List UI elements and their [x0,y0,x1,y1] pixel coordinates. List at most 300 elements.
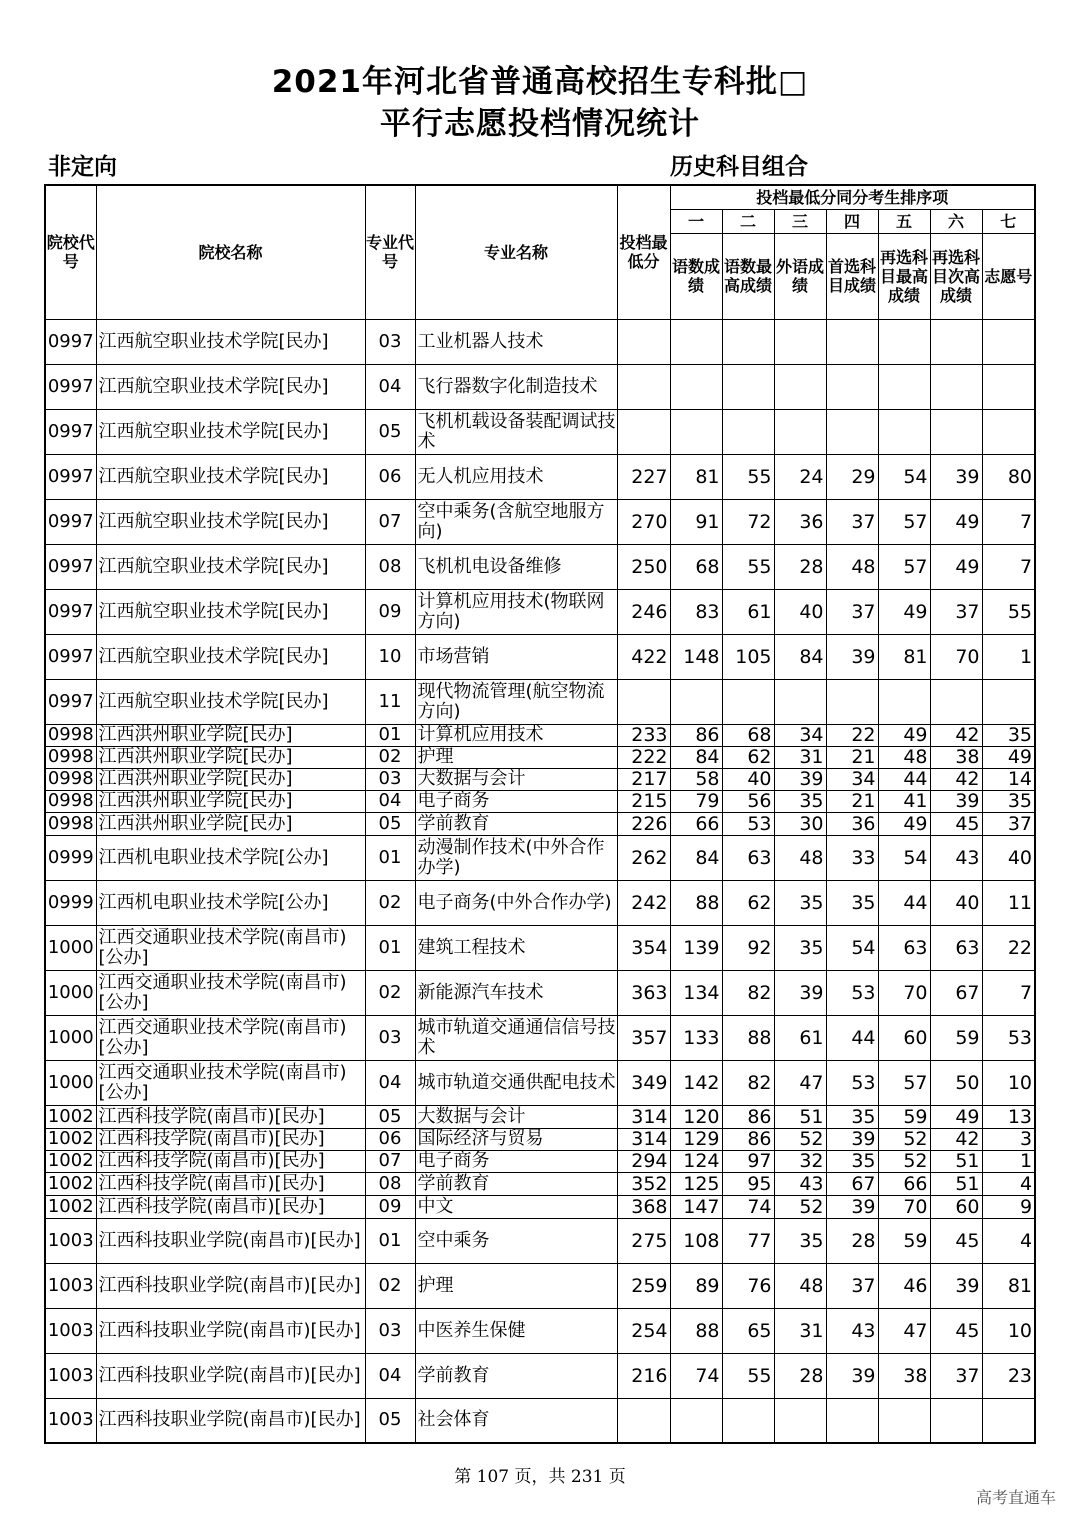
header-tiebreak-group: 投档最低分同分考生排序项 [670,185,1035,209]
tiebreak-cell [930,1398,982,1443]
school-code-cell: 1002 [45,1172,96,1195]
tiebreak-cell [670,364,722,409]
major-name-cell: 学前教育 [415,1353,617,1398]
tiebreak-cell: 120 [670,1105,722,1128]
school-code-cell: 1003 [45,1263,96,1308]
min-score-cell: 262 [617,835,670,880]
tiebreak-cell: 31 [774,1308,826,1353]
tiebreak-cell: 54 [878,835,930,880]
tiebreak-cell: 39 [826,634,878,679]
tiebreak-cell: 7 [982,544,1035,589]
tiebreak-cell: 108 [670,1218,722,1263]
tiebreak-cell: 54 [826,925,878,970]
tiebreak-cell: 52 [878,1128,930,1150]
tiebreak-cell: 63 [930,925,982,970]
tiebreak-cell: 51 [774,1105,826,1128]
tiebreak-cell: 58 [670,768,722,790]
tiebreak-cell: 70 [930,634,982,679]
school-code-cell: 1000 [45,970,96,1015]
major-name-cell: 飞行器数字化制造技术 [415,364,617,409]
major-name-cell: 国际经济与贸易 [415,1128,617,1150]
min-score-cell: 368 [617,1195,670,1218]
min-score-cell: 314 [617,1105,670,1128]
min-score-cell: 227 [617,454,670,499]
school-name-cell: 江西科技职业学院(南昌市)[民办] [96,1218,365,1263]
major-code-cell: 05 [365,409,415,454]
table-row [45,1105,1035,1128]
school-code-cell: 0997 [45,409,96,454]
header-major-code: 专业代号 [365,185,415,319]
tiebreak-cell: 9 [982,1195,1035,1218]
tiebreak-cell: 54 [878,454,930,499]
major-name-cell: 新能源汽车技术 [415,970,617,1015]
tiebreak-cell [826,364,878,409]
tiebreak-cell: 40 [722,768,774,790]
header-numeral: 三 [774,209,826,233]
header-numeral: 二 [722,209,774,233]
tiebreak-cell: 53 [826,1060,878,1105]
tiebreak-cell: 43 [774,1172,826,1195]
tiebreak-cell: 49 [878,724,930,746]
major-code-cell: 03 [365,319,415,364]
tiebreak-cell: 39 [930,790,982,812]
tiebreak-cell: 38 [878,1353,930,1398]
min-score-cell: 294 [617,1150,670,1172]
tiebreak-cell [982,409,1035,454]
tiebreak-cell: 35 [826,880,878,925]
major-code-cell: 03 [365,1015,415,1060]
tiebreak-cell: 66 [878,1172,930,1195]
tiebreak-cell: 52 [774,1128,826,1150]
tiebreak-cell: 35 [774,880,826,925]
tiebreak-cell: 79 [670,790,722,812]
tiebreak-cell: 40 [930,880,982,925]
table-row [45,925,1035,970]
major-code-cell: 02 [365,880,415,925]
major-code-cell: 08 [365,1172,415,1195]
tiebreak-cell: 39 [930,454,982,499]
major-name-cell: 城市轨道交通供配电技术 [415,1060,617,1105]
tiebreak-cell: 34 [774,724,826,746]
school-code-cell: 0998 [45,812,96,835]
tiebreak-cell [878,1398,930,1443]
tiebreak-cell: 133 [670,1015,722,1060]
tiebreak-cell: 49 [930,499,982,544]
min-score-cell [617,364,670,409]
tiebreak-cell: 68 [722,724,774,746]
tiebreak-cell [930,409,982,454]
tiebreak-cell: 63 [878,925,930,970]
tiebreak-cell: 45 [930,812,982,835]
table-row [45,1353,1035,1398]
major-name-cell: 中文 [415,1195,617,1218]
tiebreak-cell: 13 [982,1105,1035,1128]
school-name-cell: 江西洪州职业学院[民办] [96,768,365,790]
school-code-cell: 1003 [45,1353,96,1398]
tiebreak-cell: 35 [774,925,826,970]
table-row [45,1150,1035,1172]
major-name-cell: 大数据与会计 [415,1105,617,1128]
min-score-cell: 233 [617,724,670,746]
tiebreak-cell: 57 [878,499,930,544]
tiebreak-cell: 47 [878,1308,930,1353]
tiebreak-cell: 35 [982,790,1035,812]
tiebreak-cell: 84 [670,835,722,880]
table-row [45,1218,1035,1263]
tiebreak-cell: 124 [670,1150,722,1172]
major-code-cell: 04 [365,1060,415,1105]
tiebreak-cell: 70 [878,970,930,1015]
tiebreak-cell: 31 [774,746,826,768]
tiebreak-cell: 63 [722,835,774,880]
school-code-cell: 1003 [45,1398,96,1443]
tiebreak-cell: 61 [722,589,774,634]
tiebreak-cell: 95 [722,1172,774,1195]
tiebreak-cell: 55 [722,454,774,499]
major-code-cell: 01 [365,835,415,880]
tiebreak-cell: 44 [826,1015,878,1060]
tiebreak-cell: 44 [878,880,930,925]
header-tiebreak: 首选科目成绩 [826,233,878,319]
school-name-cell: 江西科技职业学院(南昌市)[民办] [96,1353,365,1398]
school-code-cell: 0997 [45,454,96,499]
major-code-cell: 06 [365,454,415,499]
tiebreak-cell: 56 [722,790,774,812]
tiebreak-cell: 53 [826,970,878,1015]
major-name-cell: 市场营销 [415,634,617,679]
school-name-cell: 江西洪州职业学院[民办] [96,812,365,835]
school-name-cell: 江西科技学院(南昌市)[民办] [96,1195,365,1218]
tiebreak-cell: 52 [878,1150,930,1172]
min-score-cell: 215 [617,790,670,812]
tiebreak-cell [930,319,982,364]
major-name-cell: 护理 [415,1263,617,1308]
table-row [45,454,1035,499]
tiebreak-cell: 35 [774,1218,826,1263]
header-tiebreak: 外语成绩 [774,233,826,319]
school-name-cell: 江西科技学院(南昌市)[民办] [96,1172,365,1195]
school-name-cell: 江西洪州职业学院[民办] [96,746,365,768]
tiebreak-cell: 125 [670,1172,722,1195]
tiebreak-cell: 37 [930,1353,982,1398]
major-name-cell: 中医养生保健 [415,1308,617,1353]
school-code-cell: 0997 [45,319,96,364]
min-score-cell: 246 [617,589,670,634]
tiebreak-cell: 4 [982,1218,1035,1263]
table-row [45,319,1035,364]
min-score-cell [617,679,670,724]
major-name-cell: 工业机器人技术 [415,319,617,364]
school-code-cell: 0997 [45,679,96,724]
tiebreak-cell: 82 [722,1060,774,1105]
tiebreak-cell: 28 [774,1353,826,1398]
tiebreak-cell [774,364,826,409]
tiebreak-cell: 83 [670,589,722,634]
table-row [45,970,1035,1015]
major-name-cell: 护理 [415,746,617,768]
tiebreak-cell: 29 [826,454,878,499]
tiebreak-cell: 43 [930,835,982,880]
table-row [45,724,1035,746]
tiebreak-cell: 37 [982,812,1035,835]
major-name-cell: 空中乘务 [415,1218,617,1263]
tiebreak-cell: 97 [722,1150,774,1172]
min-score-cell: 226 [617,812,670,835]
table-row [45,1128,1035,1150]
tiebreak-cell: 89 [670,1263,722,1308]
tiebreak-cell [982,679,1035,724]
school-code-cell: 0998 [45,724,96,746]
tiebreak-cell: 33 [826,835,878,880]
school-code-cell: 0997 [45,544,96,589]
tiebreak-cell: 86 [670,724,722,746]
tiebreak-cell: 48 [878,746,930,768]
tiebreak-cell: 36 [826,812,878,835]
school-name-cell: 江西科技学院(南昌市)[民办] [96,1128,365,1150]
tiebreak-cell: 86 [722,1128,774,1150]
school-code-cell: 1000 [45,1060,96,1105]
table-row [45,790,1035,812]
watermark: 高考直通车 [975,1488,1056,1507]
major-code-cell: 10 [365,634,415,679]
header-numeral: 六 [930,209,982,233]
major-code-cell: 02 [365,1263,415,1308]
tiebreak-cell: 39 [774,970,826,1015]
tiebreak-cell [826,409,878,454]
table-row [45,409,1035,454]
school-name-cell: 江西交通职业技术学院(南昌市)[公办] [96,1015,365,1060]
school-code-cell: 1003 [45,1308,96,1353]
tiebreak-cell: 1 [982,634,1035,679]
table-row [45,812,1035,835]
table-row [45,589,1035,634]
tiebreak-cell: 66 [670,812,722,835]
school-code-cell: 1002 [45,1105,96,1128]
tiebreak-cell: 134 [670,970,722,1015]
tiebreak-cell: 45 [930,1308,982,1353]
major-code-cell: 03 [365,768,415,790]
tiebreak-cell: 40 [982,835,1035,880]
major-code-cell: 01 [365,925,415,970]
tiebreak-cell: 62 [722,746,774,768]
tiebreak-cell: 49 [982,746,1035,768]
school-name-cell: 江西洪州职业学院[民办] [96,724,365,746]
tiebreak-cell [670,679,722,724]
tiebreak-cell: 38 [930,746,982,768]
school-name-cell: 江西交通职业技术学院(南昌市)[公办] [96,925,365,970]
major-code-cell: 01 [365,1218,415,1263]
table-row [45,1195,1035,1218]
page-title-line-2: 平行志愿投档情况统计 [380,106,700,142]
tiebreak-cell: 67 [930,970,982,1015]
tiebreak-cell: 47 [774,1060,826,1105]
major-code-cell: 08 [365,544,415,589]
min-score-cell: 357 [617,1015,670,1060]
tiebreak-cell: 142 [670,1060,722,1105]
school-code-cell: 0999 [45,835,96,880]
min-score-cell: 259 [617,1263,670,1308]
tiebreak-cell: 80 [982,454,1035,499]
school-code-cell: 1000 [45,925,96,970]
tiebreak-cell: 74 [670,1353,722,1398]
tiebreak-cell: 59 [930,1015,982,1060]
school-name-cell: 江西航空职业技术学院[民办] [96,589,365,634]
tiebreak-cell: 82 [722,970,774,1015]
major-name-cell: 现代物流管理(航空物流方向) [415,679,617,724]
category-label: 非定向 [48,154,117,180]
tiebreak-cell [878,409,930,454]
tiebreak-cell [670,1398,722,1443]
tiebreak-cell: 48 [774,1263,826,1308]
major-code-cell: 06 [365,1128,415,1150]
tiebreak-cell: 148 [670,634,722,679]
tiebreak-cell: 44 [878,768,930,790]
tiebreak-cell: 23 [982,1353,1035,1398]
major-code-cell: 09 [365,589,415,634]
tiebreak-cell [826,1398,878,1443]
school-name-cell: 江西交通职业技术学院(南昌市)[公办] [96,1060,365,1105]
tiebreak-cell [670,319,722,364]
tiebreak-cell [982,319,1035,364]
tiebreak-cell: 39 [826,1353,878,1398]
major-name-cell: 电子商务(中外合作办学) [415,880,617,925]
tiebreak-cell: 46 [878,1263,930,1308]
tiebreak-cell: 34 [826,768,878,790]
tiebreak-cell: 70 [878,1195,930,1218]
table-row [45,364,1035,409]
tiebreak-cell [878,679,930,724]
tiebreak-cell: 129 [670,1128,722,1150]
school-name-cell: 江西科技职业学院(南昌市)[民办] [96,1263,365,1308]
tiebreak-cell: 51 [930,1150,982,1172]
table-row [45,1398,1035,1443]
school-name-cell: 江西交通职业技术学院(南昌市)[公办] [96,970,365,1015]
tiebreak-cell: 35 [774,790,826,812]
tiebreak-cell: 39 [774,768,826,790]
header-tiebreak: 语数最高成绩 [722,233,774,319]
major-name-cell: 空中乘务(含航空地服方向) [415,499,617,544]
tiebreak-cell: 55 [982,589,1035,634]
school-name-cell: 江西洪州职业学院[民办] [96,790,365,812]
tiebreak-cell [722,1398,774,1443]
header-numeral: 四 [826,209,878,233]
tiebreak-cell: 52 [774,1195,826,1218]
header-tiebreak: 再选科目次高成绩 [930,233,982,319]
major-name-cell: 计算机应用技术 [415,724,617,746]
min-score-cell [617,319,670,364]
tiebreak-cell: 60 [878,1015,930,1060]
header-numeral: 七 [982,209,1035,233]
tiebreak-cell: 139 [670,925,722,970]
tiebreak-cell [722,679,774,724]
header-numeral: 一 [670,209,722,233]
school-code-cell: 0997 [45,499,96,544]
tiebreak-cell: 4 [982,1172,1035,1195]
school-name-cell: 江西航空职业技术学院[民办] [96,454,365,499]
table-row [45,768,1035,790]
major-code-cell: 07 [365,499,415,544]
tiebreak-cell: 92 [722,925,774,970]
major-code-cell: 02 [365,970,415,1015]
tiebreak-cell: 68 [670,544,722,589]
tiebreak-cell: 40 [774,589,826,634]
school-code-cell: 0997 [45,364,96,409]
tiebreak-cell: 72 [722,499,774,544]
tiebreak-cell: 53 [982,1015,1035,1060]
tiebreak-cell [930,679,982,724]
tiebreak-cell: 67 [826,1172,878,1195]
tiebreak-cell: 50 [930,1060,982,1105]
table-body [45,319,1035,1443]
tiebreak-cell: 59 [878,1218,930,1263]
tiebreak-cell: 14 [982,768,1035,790]
min-score-cell: 354 [617,925,670,970]
school-name-cell: 江西航空职业技术学院[民办] [96,364,365,409]
school-name-cell: 江西航空职业技术学院[民办] [96,319,365,364]
min-score-cell: 275 [617,1218,670,1263]
tiebreak-cell [774,1398,826,1443]
major-code-cell: 07 [365,1150,415,1172]
major-code-cell: 01 [365,724,415,746]
tiebreak-cell [774,409,826,454]
tiebreak-cell [774,319,826,364]
tiebreak-cell: 65 [722,1308,774,1353]
major-code-cell: 02 [365,746,415,768]
major-name-cell: 城市轨道交通通信信号技术 [415,1015,617,1060]
major-code-cell: 11 [365,679,415,724]
tiebreak-cell: 49 [878,589,930,634]
tiebreak-cell: 22 [982,925,1035,970]
tiebreak-cell: 37 [930,589,982,634]
header-tiebreak: 语数成绩 [670,233,722,319]
tiebreak-cell: 49 [930,1105,982,1128]
tiebreak-cell: 35 [826,1105,878,1128]
school-name-cell: 江西航空职业技术学院[民办] [96,409,365,454]
min-score-cell: 422 [617,634,670,679]
tiebreak-cell: 48 [826,544,878,589]
tiebreak-cell: 84 [774,634,826,679]
tiebreak-cell: 39 [826,1128,878,1150]
tiebreak-cell: 22 [826,724,878,746]
tiebreak-cell: 51 [930,1172,982,1195]
major-name-cell: 大数据与会计 [415,768,617,790]
min-score-cell: 349 [617,1060,670,1105]
tiebreak-cell: 48 [774,835,826,880]
major-code-cell: 09 [365,1195,415,1218]
min-score-cell: 363 [617,970,670,1015]
tiebreak-cell [722,364,774,409]
major-name-cell: 无人机应用技术 [415,454,617,499]
tiebreak-cell: 55 [722,1353,774,1398]
major-name-cell: 建筑工程技术 [415,925,617,970]
major-code-cell: 04 [365,1353,415,1398]
school-code-cell: 1002 [45,1150,96,1172]
min-score-cell [617,1398,670,1443]
min-score-cell: 250 [617,544,670,589]
min-score-cell: 222 [617,746,670,768]
tiebreak-cell [722,409,774,454]
table-row [45,679,1035,724]
major-code-cell: 04 [365,790,415,812]
tiebreak-cell: 81 [670,454,722,499]
tiebreak-cell: 77 [722,1218,774,1263]
major-code-cell: 05 [365,812,415,835]
tiebreak-cell [878,319,930,364]
school-code-cell: 1002 [45,1195,96,1218]
min-score-cell: 217 [617,768,670,790]
tiebreak-cell [982,1398,1035,1443]
tiebreak-cell: 105 [722,634,774,679]
